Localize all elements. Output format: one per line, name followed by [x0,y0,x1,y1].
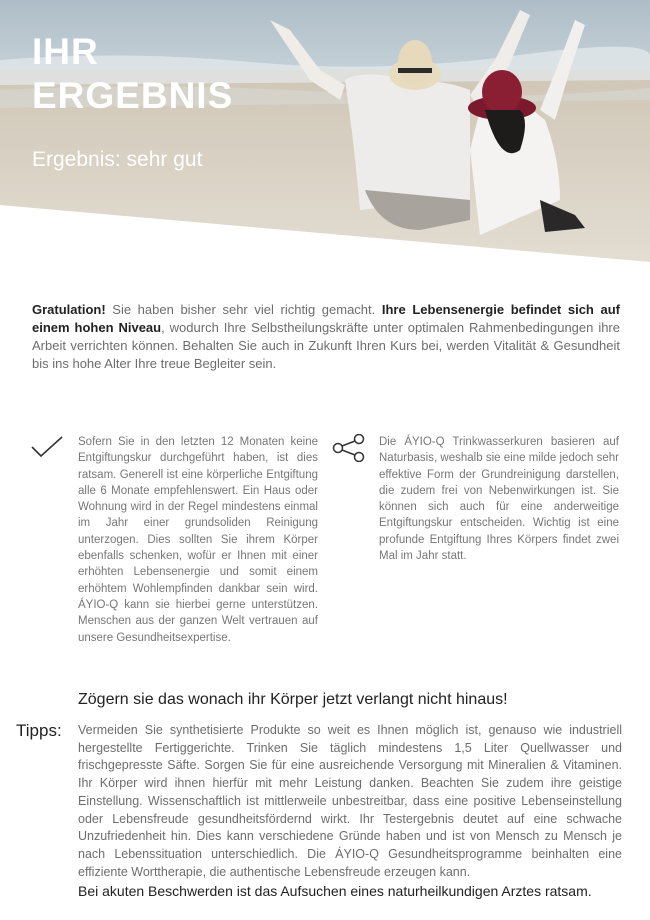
page-title [32,30,233,118]
intro-paragraph [32,301,620,373]
detox-advice-text: Sofern Sie in den letzten 12 Monaten keine Entgiftungskur durchgeführt haben, ist dies ratsam. Generell ist eine körperliche Entgiftung alle 6 Monate empfehlenswert. Ein Haus oder Wohnung wird in der Regel mindestens einmal im Jahr einer grundsoliden Reinigung unterzogen. Dies sollten Sie ihrem Körper ebenfalls schenken, wofür er Ihnen mit einer erhöhten Lebensenergie und somit einem erhöhtem Wohlempfinden dankbar sein wird. ÁYIO-Q kann sie hierbei gerne unterstützen. Menschen aus der ganzen Welt vertrauen auf unsere Gesundheitsexpertise. [78,436,318,644]
call-to-action: Zögern sie das wonach ihr Körper jetzt verlangt nicht hinaus! [78,691,508,708]
share-icon [332,434,366,462]
water-cure-text: Die ÁYIO-Q Trinkwasserkuren basieren auf Naturbasis, weshalb sie eine milde jedoch sehr effektive Form der Grundreinigung darstellen, die zudem frei von Nebenwirkungen ist. Sie können sich auch für eine anderweitige Entgiftungskur entscheiden. Wichtig ist eine profunde Entgiftung Ihres Körpers findet zwei Mal im Jahr statt. [379,436,619,563]
hero-banner [0,0,650,262]
intro-lead: Gratulation! [32,302,106,317]
title-line-1: IHR [32,31,99,72]
doctor-note: Bei akuten Beschwerden ist das Aufsuchen eines naturheilkundigen Arztes ratsam. [78,883,592,899]
result-subtitle: Ergebnis: sehr gut [32,148,203,171]
intro-highlight: Ihre Lebensenergie befindet sich auf einem hohen Niveau [32,302,620,335]
tips-text: Vermeiden Sie synthetisierte Produkte so weit es Ihnen möglich ist, genauso wie industriell hergestellte Fertiggerichte. Trinken Sie täglich mindestens 1,5 Liter Quellwasser und frischgepresste Säfte. Sorgen Sie für eine ausreichende Versorgung mit Mineralien & Vitaminen. Ihr Körper wird ihnen hierfür mit mehr Leistung danken. Beachten Sie zudem ihre geistige Einstellung. Wissenschaftlich ist mittlerweile unbestreitbar, dass eine positive Lebenseinstellung oder Lebensfreude gesundheitsfördernd wirkt. Ihr Testergebnis deutet auf eine schwache Unzufriedenheit hin. Dies kann verschiedene Gründe haben und ist von Mensch zu Mensch je nach Lebenssituation unterschiedlich. Die ÁYIO-Q Gesundheitsprogramme beinhalten eine effiziente Worttherapie, die authentische Lebensfreude erzeugen kann. [78,723,622,879]
intro-text-2: , wodurch Ihre Selbstheilungskräfte unter optimalen Rahmenbedingungen ihre Arbeit verrichten können. Behalten Sie auch in Zukunft Ihren Kurs bei, werden Vitalität & Gesundheit bis ins hohe Alter Ihre treue Begleiter sein. [32,320,620,371]
tips-label: Tipps: [16,721,62,740]
intro-text-1: Sie haben bisher sehr viel richtig gemacht. [105,302,382,317]
title-line-2: ERGEBNIS [32,75,234,116]
checkmark-icon [30,435,64,459]
